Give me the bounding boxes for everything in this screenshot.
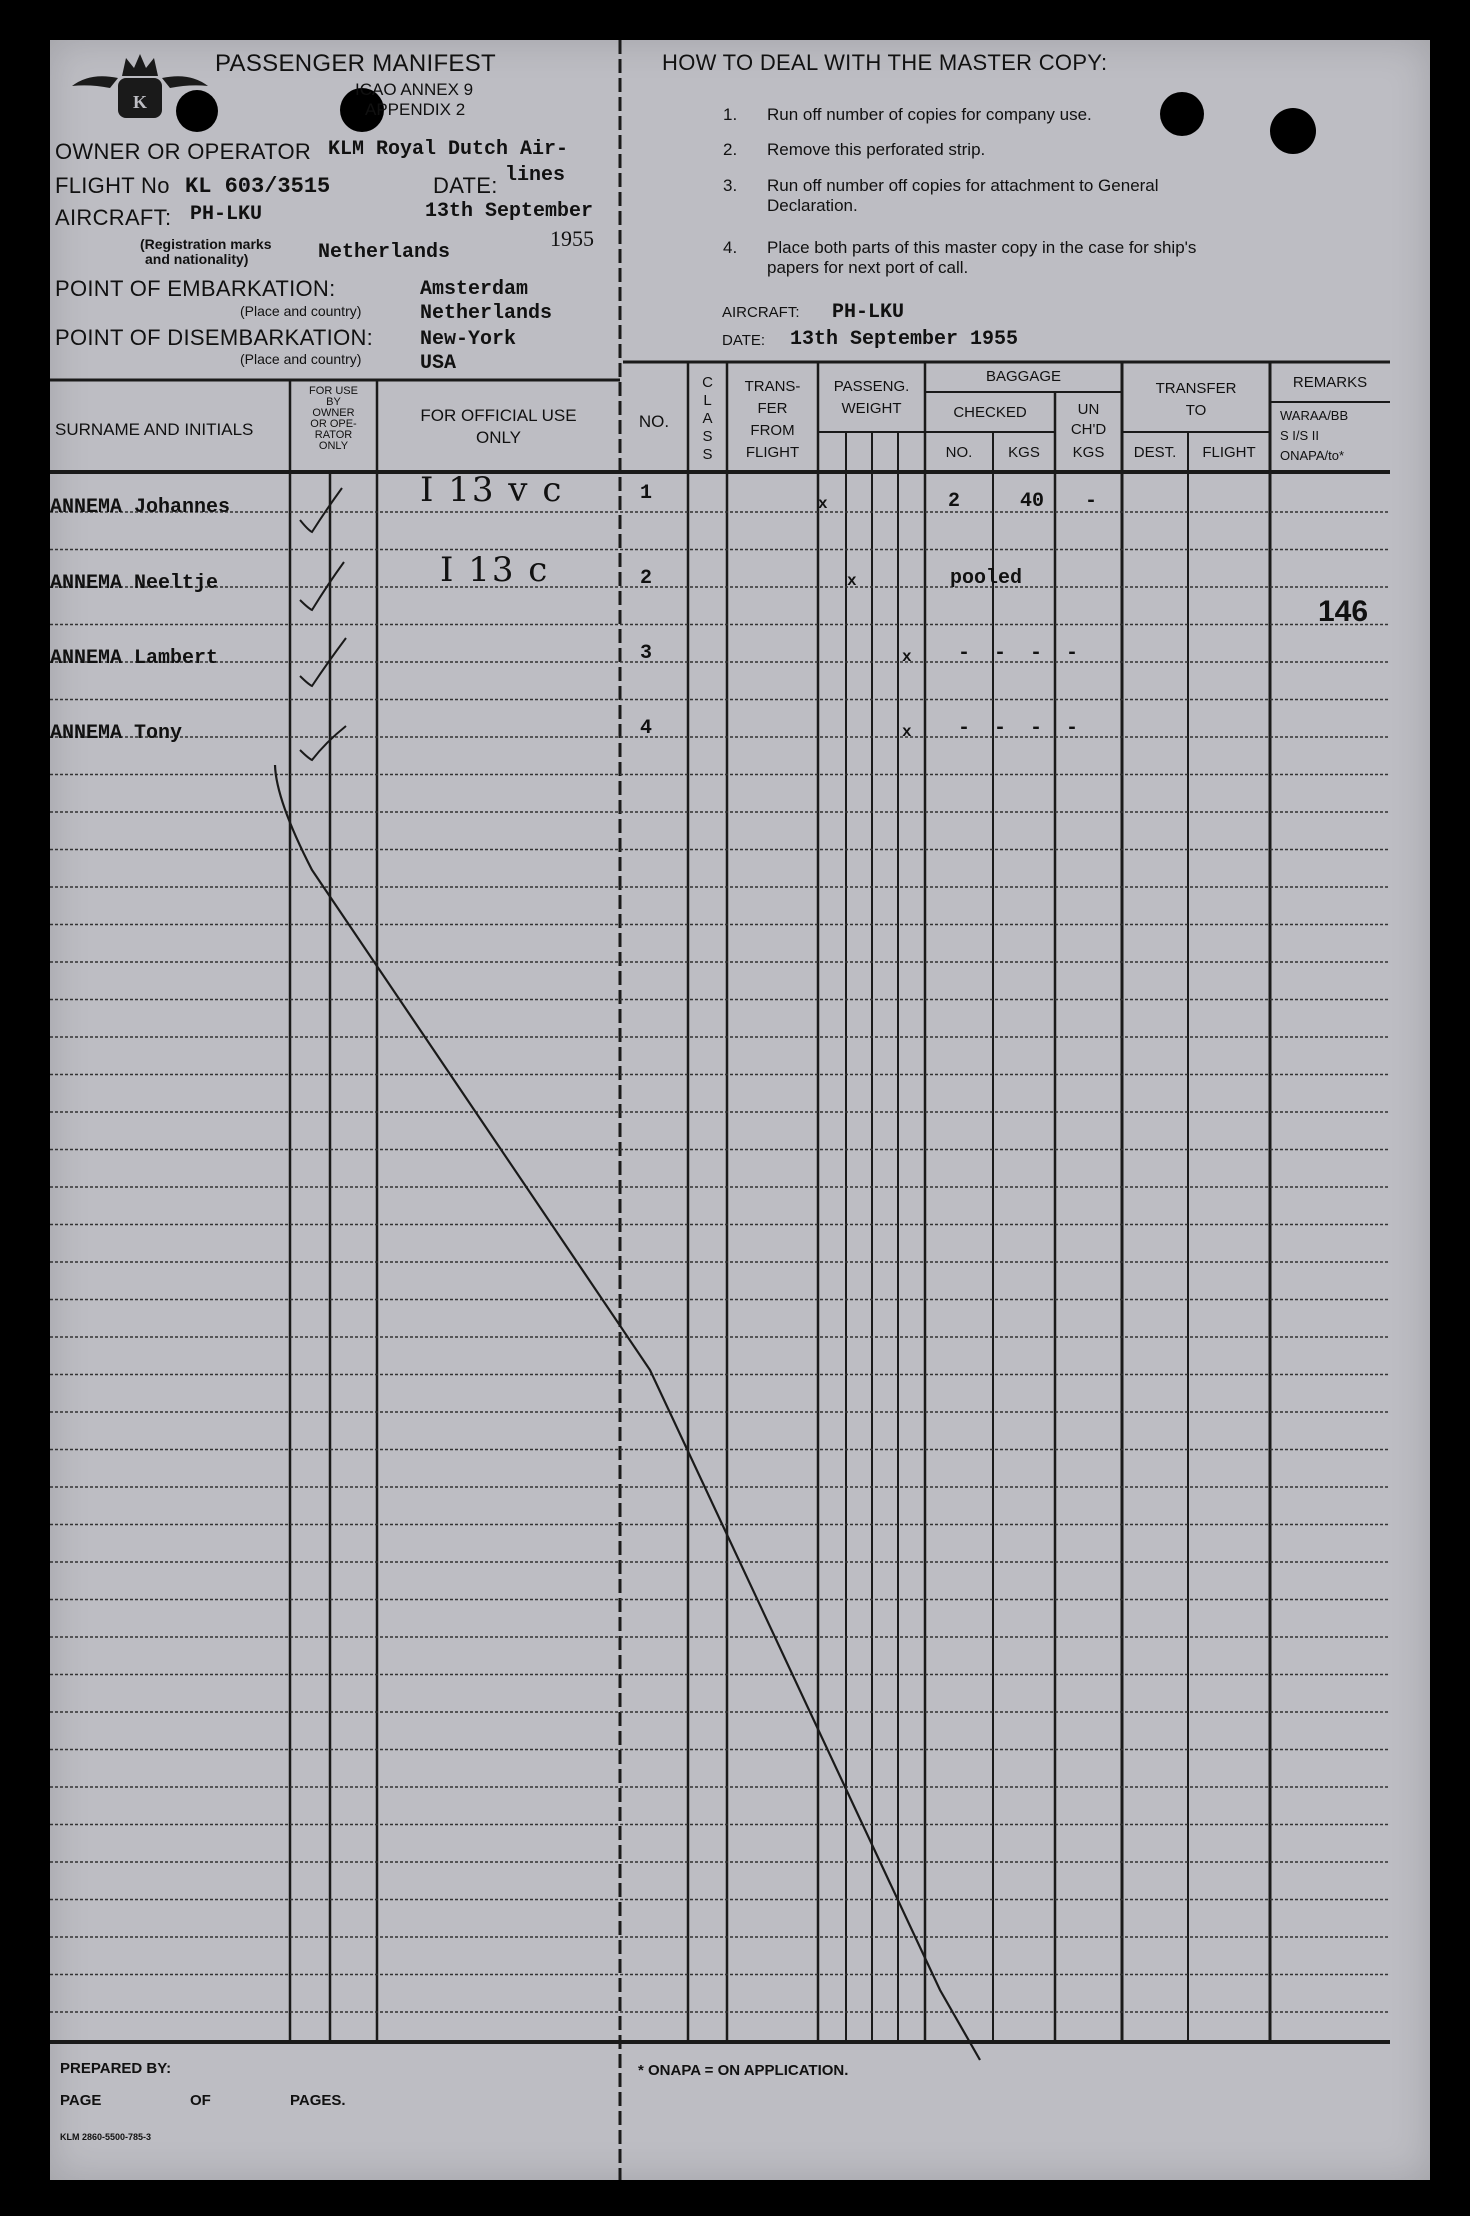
aircraft-value: PH-LKU	[190, 203, 263, 226]
passenger-name: ANNEMA Johannes	[50, 496, 231, 519]
manifest-title: PASSENGER MANIFEST	[215, 50, 497, 77]
right-aircraft-label: AIRCRAFT:	[722, 304, 800, 321]
col-unchd: UN CH'D	[1070, 401, 1107, 438]
prepared-by: PREPARED BY:	[60, 2060, 172, 2077]
flight-label: FLIGHT No	[55, 173, 170, 198]
disembarkation-city: New-York	[420, 328, 517, 351]
owner-label: OWNER OR OPERATOR	[55, 139, 312, 164]
date-year: 1955	[550, 226, 594, 251]
instruction-step: 1. Run off number of copies for company use.	[723, 105, 1092, 124]
official-code: I 13 v c	[420, 470, 564, 510]
place-country-note-2: (Place and country)	[240, 351, 362, 367]
instructions-title: HOW TO DEAL WITH THE MASTER COPY:	[662, 50, 1108, 75]
col-checked: CHECKED	[953, 404, 1027, 421]
embarkation-city: Amsterdam	[420, 278, 529, 301]
check-marks	[290, 480, 410, 820]
col-remarks: REMARKS	[1292, 374, 1368, 391]
col-official-use: FOR OFFICIAL USE ONLY	[420, 406, 577, 447]
remarks-number: 146	[1318, 595, 1369, 628]
embarkation-country: Netherlands	[420, 302, 553, 325]
page-label: PAGE	[60, 2092, 102, 2109]
registration-note: (Registration marks	[140, 236, 272, 252]
aircraft-label: AIRCRAFT:	[55, 205, 172, 230]
appendix: APPENDIX 2	[365, 100, 466, 119]
col-transfer-to: TRANSFER TO	[1155, 380, 1237, 419]
flight-value: KL 603/3515	[185, 174, 331, 199]
owner-value: KLM Royal Dutch Air-	[328, 138, 569, 161]
onapa-note: * ONAPA = ON APPLICATION.	[638, 2062, 849, 2079]
right-date-value: 13th September 1955	[790, 328, 1019, 351]
baggage-dashes: - - - -	[958, 717, 1085, 740]
passenger-mark: x	[902, 723, 912, 741]
col-unchd-kgs: KGS	[1072, 444, 1105, 461]
unchecked-kgs: -	[1085, 490, 1098, 513]
embarkation-label: POINT OF EMBARKATION:	[55, 276, 336, 301]
passenger-mark: x	[847, 572, 857, 590]
col-dest: DEST.	[1133, 444, 1177, 461]
col-checked-kgs: KGS	[1008, 444, 1040, 461]
baggage-count: 2	[948, 490, 961, 513]
official-code: I 13 c	[440, 550, 550, 590]
col-baggage: BAGGAGE	[985, 368, 1062, 385]
instruction-step: 2. Remove this perforated strip.	[723, 140, 986, 159]
col-checked-no: NO.	[945, 444, 973, 461]
row-number: 3	[640, 642, 653, 665]
col-no: NO.	[638, 412, 670, 431]
baggage-pooled: pooled	[950, 567, 1023, 590]
disembarkation-country: USA	[420, 352, 457, 375]
icao-annex: ICAO ANNEX 9	[355, 80, 474, 99]
manifest-sheet	[50, 40, 1430, 2180]
instruction-step: 3. Run off number off copies for attachment to General Declaration.	[723, 176, 1159, 215]
row-number: 4	[640, 717, 653, 740]
passenger-name: ANNEMA Neeltje	[50, 572, 219, 595]
row-number: 1	[640, 482, 653, 505]
passenger-mark: x	[818, 495, 828, 513]
baggage-dashes: - - - -	[958, 642, 1085, 665]
col-flight: FLIGHT	[1202, 444, 1256, 461]
passenger-name: ANNEMA Tony	[50, 722, 183, 745]
col-passeng-weight: PASSENG. WEIGHT	[833, 378, 910, 417]
pages-label: PAGES.	[290, 2092, 346, 2109]
date-label: DATE:	[433, 173, 498, 198]
row-number: 2	[640, 567, 653, 590]
passenger-mark: x	[902, 648, 912, 666]
instruction-step: 4. Place both parts of this master copy in the case for ship's papers for next port of call.	[723, 238, 1197, 277]
form-code: KLM 2860-5500-785-3	[60, 2132, 152, 2142]
right-date-label: DATE:	[722, 332, 766, 349]
passenger-name: ANNEMA Lambert	[50, 647, 219, 670]
date-value: 13th September	[425, 200, 594, 223]
owner-value-cont: lines	[505, 164, 566, 187]
disembarkation-label: POINT OF DISEMBARKATION:	[55, 325, 374, 350]
col-transfer-from: TRANS- FER FROM FLIGHT	[744, 378, 801, 461]
of-label: OF	[190, 2092, 211, 2109]
place-country-note: (Place and country)	[240, 303, 362, 319]
col-surname: SURNAME AND INITIALS	[55, 420, 254, 439]
nationality-value: Netherlands	[318, 241, 451, 264]
baggage-kgs: 40	[1020, 490, 1045, 513]
svg-text:K: K	[132, 92, 148, 112]
right-aircraft-value: PH-LKU	[832, 301, 905, 324]
col-remarks-sub: WARAA/BB S I/S II ONAPA/to*	[1280, 408, 1349, 463]
registration-note-2: and nationality)	[145, 251, 249, 267]
col-class: C L A S S	[702, 374, 713, 463]
punch-hole	[176, 90, 218, 132]
col-owner-use: FOR USE BY OWNER OR OPE- RATOR ONLY	[309, 385, 358, 452]
